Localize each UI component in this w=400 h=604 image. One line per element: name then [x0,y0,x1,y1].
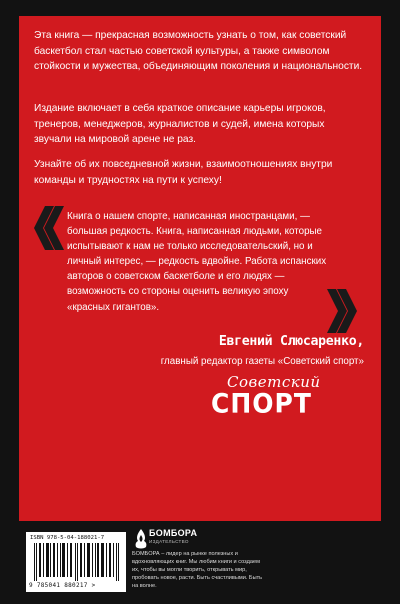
chevron-double-right-icon [327,289,357,333]
testimonial-quote: Книга о нашем спорте, написанная иностранцами, — большая редкость. Книга, написанная людьми, которые испытывают к нам не только исследовательский, но и личный интерес, — редкость вдвойне. Работа испанских авторов о советском баскетболе и его людях — возможность со стороны оценить великую эпоху «красных гигантов». [67,211,327,313]
call-to-action-paragraph: Узнайте об их повседневной жизни, взаимоотношениях внутри команды и трудностях на пути к успеху! [34,159,333,186]
barcode-block [26,532,126,592]
sovetsky-sport-logo [211,373,361,423]
barcode-digits: 9 785041 880217 > [29,582,96,589]
logo-script-text: Советский [227,373,321,391]
publisher-name: БОМБОРА [149,528,198,538]
isbn-number: ISBN 978-5-04-188021-7 [30,535,105,541]
chevron-double-left-icon [34,206,64,250]
bombora-logo-icon [135,529,147,549]
publisher-blurb: БОМБОРА – лидер на рынке полезных и вдохновляющих книг. Мы любим книги и создаем их, чтобы вы могли творить, открывать мир, пробовать новое, расти. Быть счастливыми. Быть на волне. [132,551,263,589]
quote-author: Евгений Слюсаренко, [218,334,364,349]
logo-main-text: СПОРТ [211,388,312,419]
barcode-icon [34,543,120,581]
intro-paragraph: Эта книга — прекрасная возможность узнать о том, как советский баскетбол стал частью советской культуры, а также символом стойкости и мужества, объединяющим поколения и национальности. [34,30,363,72]
content-paragraph: Издание включает в себя краткое описание карьеры игроков, тренеров, менеджеров, журналистов и судей, имена которых звучали на мировой арене не раз. [34,103,326,145]
quote-author-role: главный редактор газеты «Советский спорт» [160,356,364,367]
publisher-subtitle: ИЗДАТЕЛЬСТВО [149,539,189,544]
